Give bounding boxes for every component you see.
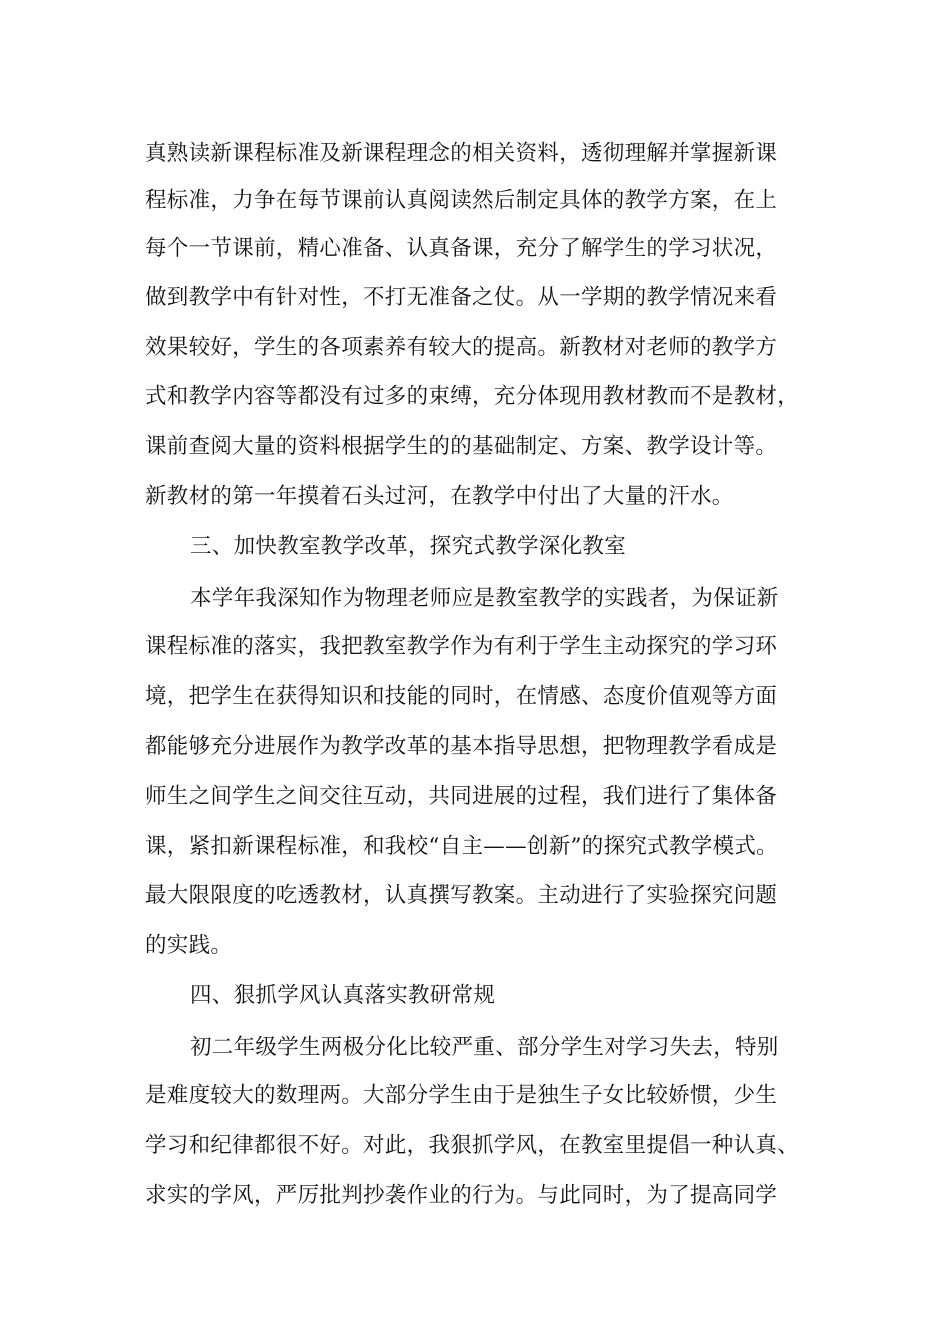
paragraph-line: 每个一节课前，精心准备、认真备课，充分了解学生的学习状况， [145, 236, 778, 261]
paragraph-line: 求实的学风，严厉批判抄袭作业的行为。与此同时，为了提高同学 [145, 1183, 778, 1208]
paragraph-line: 学习和纪律都很不好。对此，我狠抓学风，在教室里提倡一种认真、 [145, 1133, 800, 1158]
paragraph-line: 课前查阅大量的资料根据学生的的基础制定、方案、教学设计等。 [145, 434, 778, 459]
paragraph-line: 做到教学中有针对性，不打无准备之仗。从一学期的教学情况来看 [145, 285, 778, 310]
paragraph-line: 式和教学内容等都没有过多的束缚，充分体现用教材教而不是教材， [145, 384, 800, 409]
paragraph-line: 课，紧扣新课程标准，和我校“自主——创新”的探究式教学模式。 [145, 834, 778, 859]
paragraph-line: 都能够充分进展作为教学改革的基本指导思想，把物理教学看成是 [145, 734, 778, 759]
paragraph-line: 真熟读新课程标准及新课程理念的相关资料，透彻理解并掌握新课 [145, 141, 778, 166]
paragraph-line: 新教材的第一年摸着石头过河，在教学中付出了大量的汗水。 [145, 484, 734, 509]
paragraph-line: 程标准，力争在每节课前认真阅读然后制定具体的教学方案，在上 [145, 188, 778, 213]
section-heading: 三、加快教室教学改革，探究式教学深化教室 [190, 534, 627, 559]
section-heading: 四、狠抓学风认真落实教研常规 [190, 983, 496, 1008]
paragraph-line: 的实践。 [145, 933, 233, 958]
paragraph-line: 境，把学生在获得知识和技能的同时，在情感、态度价值观等方面 [145, 684, 778, 709]
paragraph-line: 是难度较大的数理两。大部分学生由于是独生子女比较娇惯，少生 [145, 1083, 778, 1108]
paragraph-line: 课程标准的落实，我把教室教学作为有利于学生主动探究的学习环 [145, 634, 778, 659]
paragraph-line: 初二年级学生两极分化比较严重、部分学生对学习失去，特别 [190, 1035, 779, 1060]
paragraph-line: 最大限限度的吃透教材，认真撰写教案。主动进行了实验探究问题 [145, 883, 778, 908]
paragraph-line: 效果较好，学生的各项素养有较大的提高。新教材对老师的教学方 [145, 335, 778, 360]
paragraph-line: 本学年我深知作为物理老师应是教室教学的实践者，为保证新 [190, 586, 779, 611]
paragraph-line: 师生之间学生之间交往互动，共同进展的过程，我们进行了集体备 [145, 784, 778, 809]
